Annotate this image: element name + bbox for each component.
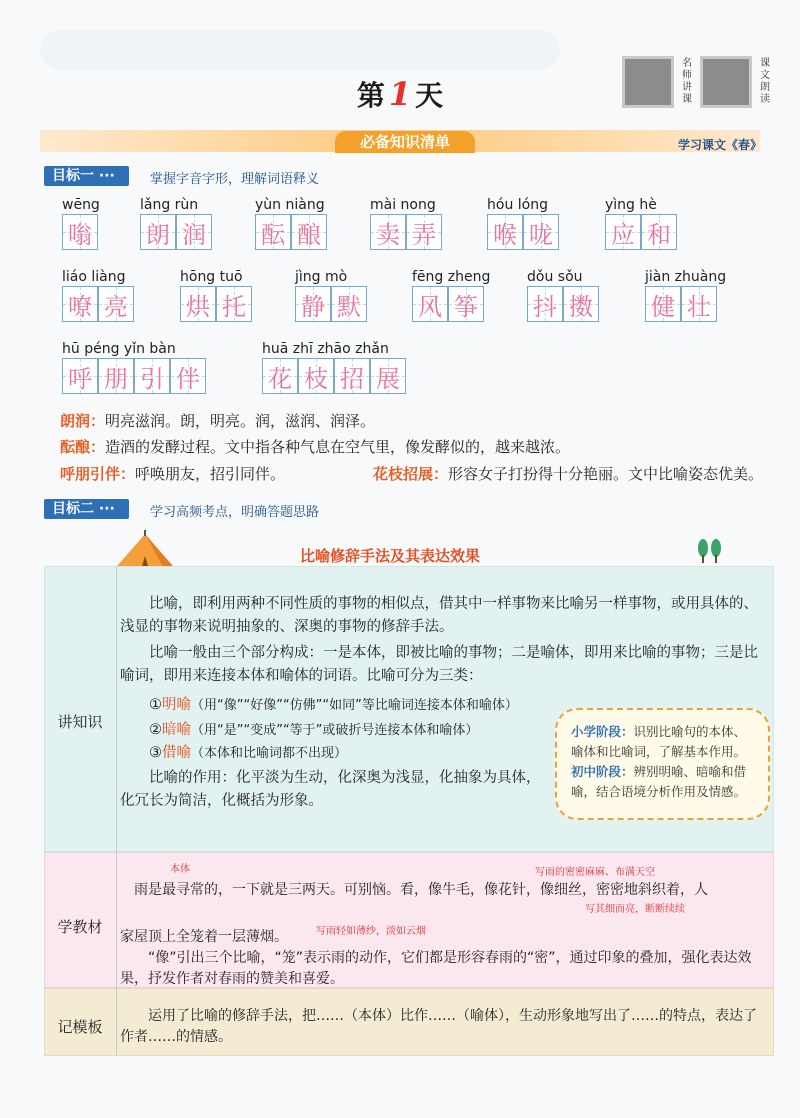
pinyin: fēng zheng — [412, 269, 491, 285]
char-cell: 枝 — [298, 358, 334, 394]
char-cell: 亮 — [98, 286, 134, 322]
char-cell: 托 — [216, 286, 252, 322]
pinyin: hū péng yǐn bàn — [62, 341, 176, 357]
divider — [116, 566, 117, 1056]
pinyin: jiàn zhuàng — [645, 269, 727, 285]
char-cell: 酿 — [291, 214, 327, 250]
char-cell: 呼 — [62, 358, 98, 394]
char-cell: 和 — [641, 214, 677, 250]
char-cell: 卖 — [370, 214, 406, 250]
lesson-reference: 学习课文《春》 — [677, 138, 762, 152]
char-cell: 咙 — [523, 214, 559, 250]
word-item — [62, 268, 134, 322]
char-cell: 嘹 — [62, 286, 98, 322]
char-cell: 伴 — [170, 358, 206, 394]
pinyin: hōng tuō — [180, 269, 243, 285]
textbook-line1: 雨是最寻常的，一下就是三两天。可别恼。看，像牛毛，像花针，像细丝，密密地斜织着，人 — [134, 882, 708, 898]
pinyin: wēng — [62, 197, 100, 213]
char-cell: 嗡 — [62, 214, 98, 250]
word-item — [487, 196, 559, 250]
background-decoration — [40, 20, 580, 80]
pinyin: hóu lóng — [487, 197, 548, 213]
annotation-yan: 写雨轻如薄纱，淡如云烟 — [316, 926, 426, 937]
word-item — [262, 340, 406, 394]
char-cell: 筝 — [448, 286, 484, 322]
knowledge-p3: 比喻的作用：化平淡为生动，化深奥为浅显，化抽象为具体，化冗长为简洁，化概括为形象。 — [120, 770, 541, 809]
gloss-huazhizhaozhan: 花枝招展：形容女子打扮得十分艳丽。文中比喻姿态优美。 — [373, 465, 764, 483]
qr-code-icon[interactable] — [700, 56, 752, 108]
char-cell: 酝 — [255, 214, 291, 250]
knowledge-text — [120, 593, 770, 688]
pinyin: jìng mò — [295, 269, 348, 285]
char-cell: 应 — [605, 214, 641, 250]
day-number: 1 — [388, 75, 412, 113]
char-cell: 弄 — [406, 214, 442, 250]
textbook-line2: 家屋顶上全笼着一层薄烟。 — [120, 929, 288, 945]
char-cell: 抖 — [527, 286, 563, 322]
goal-two-tag: 目标二 ··· — [44, 499, 129, 519]
item-mingyu: ①明喻（用“像”“好像”“仿佛”“如同”等比喻词连接本体和喻体） — [149, 697, 518, 713]
pinyin: liáo liàng — [62, 269, 126, 285]
char-cell: 默 — [331, 286, 367, 322]
char-cell: 引 — [134, 358, 170, 394]
pinyin: huā zhī zhāo zhǎn — [262, 341, 389, 357]
trees-icon — [695, 538, 725, 564]
goal-two-desc: 学习高频考点，明确答题思路 — [150, 505, 320, 520]
day-prefix: 第 — [356, 79, 385, 112]
char-cell: 风 — [412, 286, 448, 322]
word-item — [180, 268, 252, 322]
char-cell: 润 — [176, 214, 212, 250]
item-jieyu: ③借喻（本体和比喻词都不出现） — [149, 745, 348, 761]
word-item — [140, 196, 212, 250]
word-item — [255, 196, 327, 250]
pinyin: dǒu sǒu — [527, 269, 583, 285]
textbook-analysis: “像”引出三个比喻，“笼”表示雨的动作，它们都是形容春雨的“密”，通过印象的叠加，强化表达效果，抒发作者对春雨的赞美和喜爱。 — [120, 950, 752, 987]
char-cell: 烘 — [180, 286, 216, 322]
word-item — [295, 268, 367, 322]
char-cell: 健 — [645, 286, 681, 322]
char-cell: 喉 — [487, 214, 523, 250]
pinyin: lǎng rùn — [140, 197, 199, 213]
char-cell: 招 — [334, 358, 370, 394]
char-cell: 壮 — [681, 286, 717, 322]
word-item — [412, 268, 490, 322]
gloss-hupengyinban: 呼朋引伴：呼唤朋友，招引同伴。 — [60, 465, 286, 483]
char-cell: 静 — [295, 286, 331, 322]
annotation-benti: 本体 — [170, 864, 190, 875]
item-anyu: ②暗喻（用“是”“变成”“等于”或破折号连接本体和喻体） — [149, 722, 479, 738]
goal-one-tag: 目标一 ··· — [44, 166, 129, 186]
word-item — [370, 196, 442, 250]
word-item — [605, 196, 677, 250]
char-cell: 朗 — [140, 214, 176, 250]
knowledge-items — [120, 694, 550, 813]
knowledge-p1: 比喻，即利用两种不同性质的事物的相似点，借其中一样事物来比喻另一样事物，或用具体的、浅显的事物来说明抽象的、深奥的事物的修辞手法。 — [120, 596, 758, 635]
template-label: 记模板 — [57, 1018, 103, 1036]
annotation-top: 写雨的密密麻麻、布满天空 — [535, 867, 655, 878]
char-cell: 花 — [262, 358, 298, 394]
gloss-langrun: 朗润：明亮滋润。朗，明亮。润，滋润、润泽。 — [60, 412, 376, 430]
word-item — [62, 340, 206, 394]
word-item — [62, 196, 100, 250]
section-band-label: 必备知识清单 — [335, 131, 475, 153]
day-suffix: 天 — [415, 79, 444, 112]
char-cell: 展 — [370, 358, 406, 394]
word-item — [645, 268, 726, 322]
stage-note: 小学阶段：识别比喻句的本体、喻体和比喻词，了解基本作用。 初中阶段：辨别明喻、暗喻和借喻，结合语境分析作用及情感。 — [555, 708, 770, 820]
section-title: 比喻修辞手法及其表达效果 — [300, 547, 481, 565]
template-text: 运用了比喻的修辞手法，把……（本体）比作……（喻体），生动形象地写出了……的特点，表达了作者……的情感。 — [120, 1008, 757, 1045]
goal-one-desc: 掌握字音字形，理解词语释义 — [150, 172, 320, 187]
char-cell: 擞 — [563, 286, 599, 322]
knowledge-label: 讲知识 — [57, 713, 103, 731]
char-cell: 朋 — [98, 358, 134, 394]
textbook-label: 学教材 — [57, 918, 103, 936]
qr-lecture[interactable] — [622, 56, 674, 108]
knowledge-p2: 比喻一般由三个部分构成：一是本体，即被比喻的事物；二是喻体，即用来比喻的事物；三是比喻词，即用来连接本体和喻体的词语。比喻可分为三类： — [120, 645, 758, 684]
annotation-bottom: 写其细而亮，断断续续 — [585, 904, 685, 915]
qr-lecture-label: 名师讲课 — [682, 58, 692, 105]
word-item — [527, 268, 599, 322]
gloss-yunniang: 酝酿：造酒的发酵过程。文中指各种气息在空气里，像发酵似的，越来越浓。 — [60, 438, 571, 456]
pinyin: mài nong — [370, 197, 436, 213]
pinyin: yìng hè — [605, 197, 657, 213]
qr-code-icon[interactable] — [622, 56, 674, 108]
pinyin: yùn niàng — [255, 197, 325, 213]
qr-reading[interactable] — [700, 56, 752, 108]
qr-reading-label: 课文朗读 — [760, 58, 770, 105]
